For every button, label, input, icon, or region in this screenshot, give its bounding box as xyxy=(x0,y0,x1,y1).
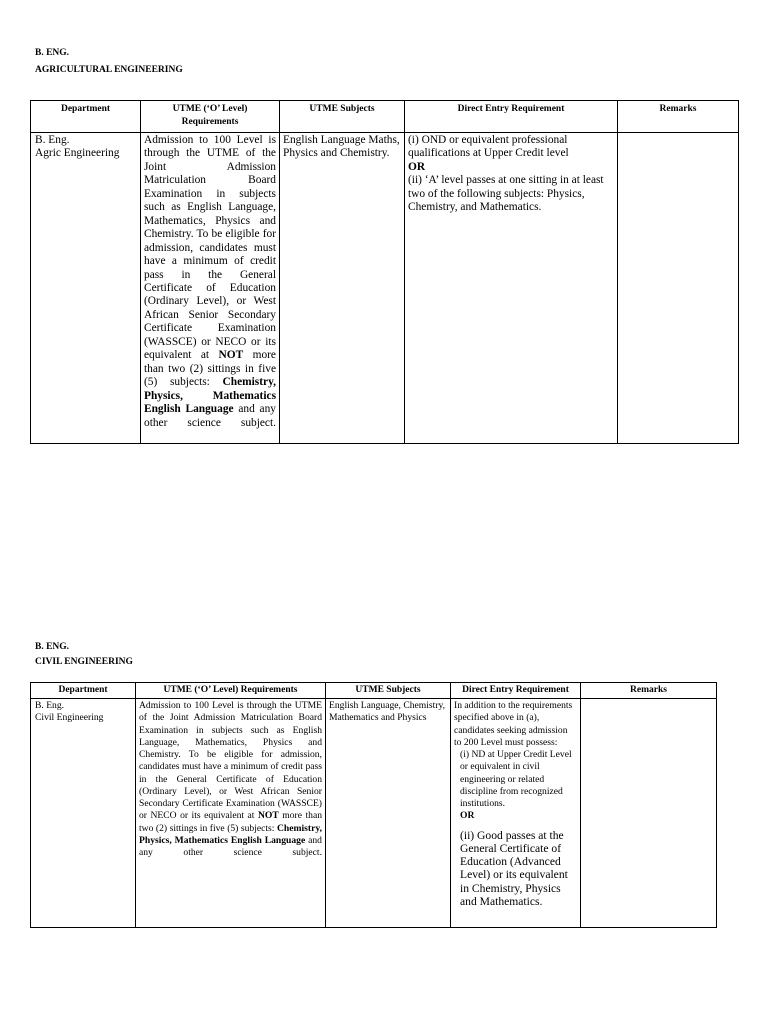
section1-degree: B. ENG. xyxy=(35,48,70,58)
utme-subjects-cell xyxy=(326,699,451,928)
table-row xyxy=(31,699,717,928)
header-utme-subjects: UTME Subjects xyxy=(280,101,405,133)
header-direct-entry: Direct Entry Requirement xyxy=(405,101,618,133)
department-cell xyxy=(31,133,141,444)
department-cell xyxy=(31,699,136,928)
utme-o-level-cell xyxy=(141,133,280,444)
department-name: Agric Engineering xyxy=(35,147,120,160)
header-department: Department xyxy=(31,683,136,699)
section1-programme-title: AGRICULTURAL ENGINEERING xyxy=(35,65,183,75)
utme-subjects-cell xyxy=(280,133,405,444)
header-direct-entry: Direct Entry Requirement xyxy=(451,683,581,699)
direct-entry-intro: In addition to the requirements specified above in (a), candidates seeking admission to 200 Level must possess: xyxy=(454,700,573,748)
header-remarks: Remarks xyxy=(618,101,739,133)
required-subjects: Chemistry, Physics, Mathematics English Language xyxy=(139,822,323,846)
emphasis-not: NOT xyxy=(257,810,279,822)
department-name: Civil Engineering xyxy=(35,712,104,724)
utme-o-level-tail: and any other science subject. xyxy=(139,834,322,858)
table-row xyxy=(31,133,739,444)
direct-entry-option-2: (ii) ‘A’ level passes at one sitting in at least two of the following subjects: Physics, Chemistry, and Mathematics. xyxy=(408,174,604,214)
section2-programme-title: CIVIL ENGINEERING xyxy=(35,657,133,667)
utme-o-level-tail: and any other science subject. xyxy=(144,403,276,429)
utme-o-level-cell xyxy=(136,699,326,928)
header-remarks: Remarks xyxy=(581,683,717,699)
emphasis-not: NOT xyxy=(218,349,244,362)
utme-o-level-text: Admission to 100 Level is through the UTME of the Joint Admission Matriculation Board Examination in subjects such as English Language, Mathematics, Physics and Chemistry. To be eligible for admission, candidates must have a minimum of credit pass in the General Certificate of Education (Ordinary Level), or West African Senior Secondary Certificate Examination (WASSCE) or NECO or its equivalent at xyxy=(144,134,276,362)
header-department: Department xyxy=(31,101,141,133)
direct-entry-option-1: (i) OND or equivalent professional qualifications at Upper Credit level xyxy=(408,134,569,160)
department-degree: B. Eng. xyxy=(35,700,65,711)
remarks-cell xyxy=(618,133,739,444)
agric-engineering-table xyxy=(30,100,739,444)
direct-entry-cell xyxy=(451,699,581,928)
utme-subjects-text: English Language Maths, Physics and Chemistry. xyxy=(283,134,400,160)
utme-o-level-text: Admission to 100 Level is through the UTME of the Joint Admission Matriculation Board Examination in subjects such as English Language, Mathematics, Physics and Chemistry. To be eligible for admission, candidates must have a minimum of credit pass in the General Certificate of Education (Ordinary Level), or West African Senior Secondary Certificate Examination (WASSCE) or NECO or its equivalent at xyxy=(139,700,322,822)
direct-entry-option-1: (i) ND at Upper Credit Level or equivalent in civil engineering or related discipline from recognized institutions. xyxy=(460,749,572,809)
utme-o-level-sittings: more than two (2) sittings in five (5) subjects: xyxy=(139,810,322,834)
header-utme-o-level: UTME (‘O’ Level) Requirements xyxy=(141,101,280,133)
table-header-row xyxy=(31,683,717,699)
header-utme-subjects: UTME Subjects xyxy=(326,683,451,699)
direct-entry-cell xyxy=(405,133,618,444)
utme-subjects-text: English Language, Chemistry, Mathematics and Physics xyxy=(329,700,446,724)
section2-degree: B. ENG. xyxy=(35,642,70,652)
table-header-row xyxy=(31,101,739,133)
header-utme-o-level: UTME (‘O’ Level) Requirements xyxy=(136,683,326,699)
direct-entry-or: OR xyxy=(408,160,426,173)
required-subjects: Chemistry, Physics, Mathematics English Language xyxy=(144,376,276,416)
civil-engineering-table xyxy=(30,682,717,928)
direct-entry-option-2: (ii) Good passes at the General Certificate of Education (Advanced Level) or its equivalent in Chemistry, Physics and Mathematics. xyxy=(460,828,568,908)
department-degree: B. Eng. xyxy=(35,134,70,146)
utme-o-level-sittings: more than two (2) sittings in five (5) subjects: xyxy=(144,349,276,389)
remarks-cell xyxy=(581,699,717,928)
direct-entry-or: OR xyxy=(460,810,475,822)
